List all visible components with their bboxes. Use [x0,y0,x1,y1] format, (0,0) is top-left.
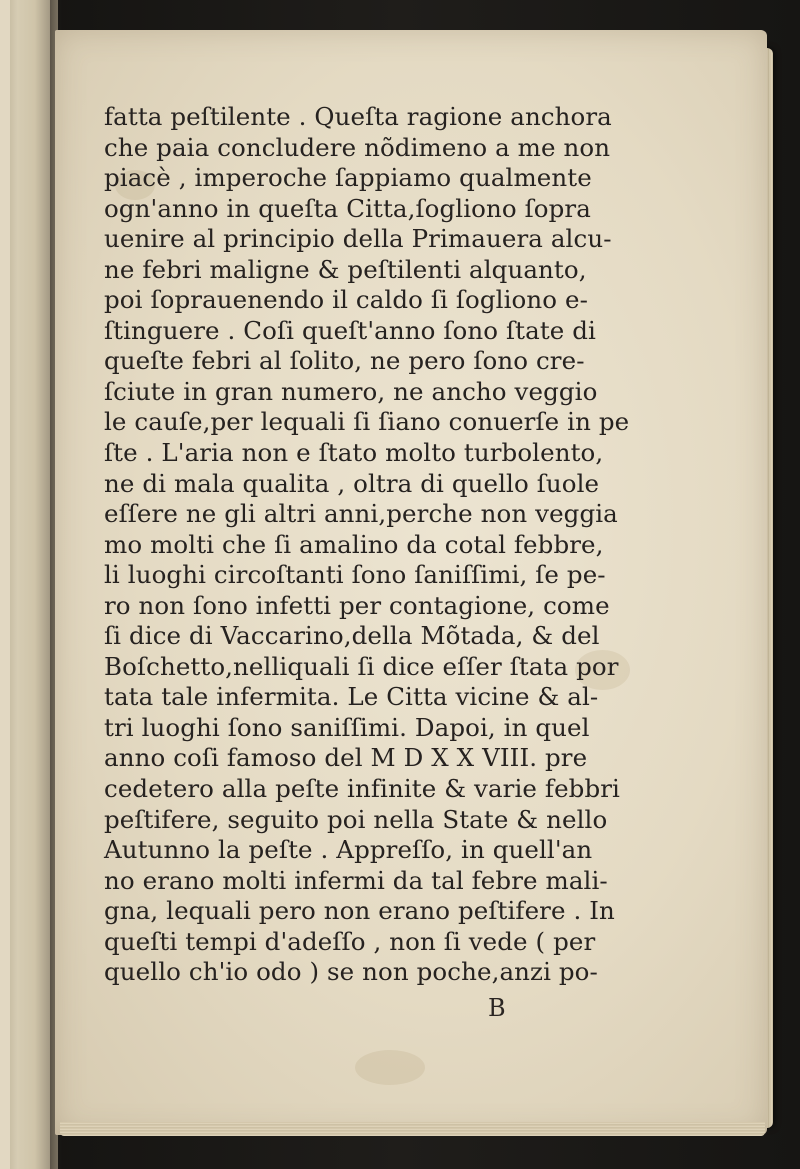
text-line: ne febri maligne & peſtilenti alquanto, [104,254,587,284]
text-line: gna, lequali pero non erano peſtifere . In [104,896,615,926]
text-line: uenire al principio della Primauera alcu- [104,224,612,254]
foxing-stain [355,1050,425,1085]
text-line: anno coſi famoso del M D X X VIII. pre [104,743,588,773]
page-bottom-edges [60,1122,765,1136]
text-line: queſte febri al ſolito, ne pero ſono cre- [104,346,585,376]
signature-mark: B [488,994,506,1022]
text-line: piacè , imperoche ſappiamo qualmente [104,163,592,193]
text-line: cedetero alla peſte infinite & varie febbri [104,774,620,804]
text-line: queſti tempi d'adeſſo , non ſi vede ( per [104,926,596,956]
body-text [104,102,630,988]
text-line: quello ch'io odo ) se non poche,anzi po- [104,957,598,987]
text-line: fatta peſtilente . Queſta ragione anchora [104,102,612,131]
text-line: Boſchetto,nelliquali ſi dice eſſer ſtata por [104,651,619,681]
text-line: ſi dice di Vaccarino,della Mõtada, & del [104,621,600,651]
text-line: peſtifere, seguito poi nella State & nello [104,804,608,834]
text-line: no erano molti infermi da tal febre mali- [104,865,608,895]
text-line: ſte . L'aria non e ſtato molto turbolento, [104,438,604,468]
text-line: li luoghi circoſtanti ſono ſaniſſimi, ſe pe- [104,560,606,590]
text-line: tri luoghi ſono saniſſimi. Dapoi, in quel [104,712,590,742]
text-line: che paia concludere nõdimeno a me non [104,132,611,162]
text-line: tata tale infermita. Le Citta vicine & al- [104,682,599,712]
text-line: ne di mala qualita , oltra di quello ſuole [104,468,600,498]
text-line: Autunno la peſte . Appreſſo, in quell'an [104,835,593,865]
text-line: ro non ſono infetti per contagione, come [104,590,610,620]
text-line: ogn'anno in queſta Citta,ſogliono ſopra [104,193,591,223]
binding-strip [0,0,10,1169]
text-line: ſtinguere . Coſi queſt'anno ſono ſtate di [104,315,596,345]
text-line: mo molti che ſi amalino da cotal febbre, [104,529,604,559]
text-line: ſciute in gran numero, ne ancho veggio [104,376,598,406]
text-line: eſſere ne gli altri anni,perche non veggia [104,499,618,529]
text-line: le cauſe,per lequali ſi ſiano conuerſe in pe [104,407,630,437]
text-line: poi ſoprauenendo il caldo ſi ſogliono e- [104,285,588,315]
